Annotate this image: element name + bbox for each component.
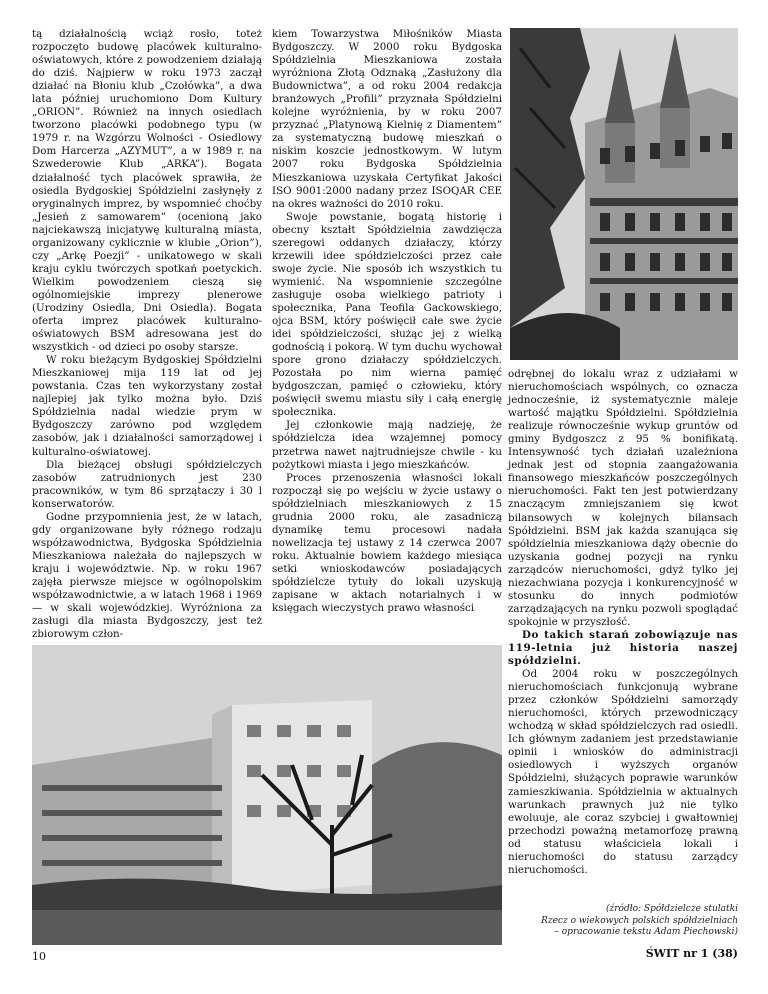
paragraph: tą działalnością wciąż rosło, toteż rozpoczęto budowę placówek kulturalno-oświatowych, które z powodzeniem działają do dziś. Najpierw w roku 1973 zaczął działać na Błoniu klub „Czołówka”, a dwa lata później uruchomiono Dom Kultury „ORION”. Również na innych osiedlach tworzono placówki podobnego typu (w 1979 r. na Wzgórzu Wolności - Osiedlowy Dom Harcerza „AZYMUT”, a w 1989 r. na Szwederowie Klub „ARKA”). Bogata działalność tych placówek sprawiła, że osiedla Bydgoskiej Spółdzielni zasłynęły z oryginalnych imprez, by wspomnieć choćby „Jesień z samowarem” (ocenioną jako najciekawszą inicjatywę kulturalną miasta, organizowany cyklicznie w klubie „Orion”), czy „Arkę Poezji” - unikatowego w skali kraju cyklu twórczych spotkań poetyckich. Wielkim powodzeniem cieszą się ogólnomiejskie imprezy plenerowe (Urodziny Osiedla, Dni Osiedla). Bogata oferta imprez placówek kulturalno-oświatowych BSM adresowana jest do wszystkich - od dzieci po osoby starsze.	[32, 28, 262, 354]
apartment-block-illustration	[32, 645, 502, 945]
bold-paragraph: Do takich starań zobowiązuje nas 119-letnia już historia naszej spółdzielni.	[508, 628, 738, 668]
credit-line: Rzecz o wiekowych polskich spółdzielniach	[541, 915, 738, 926]
historic-building-illustration	[510, 28, 738, 360]
paragraph: Swoje powstanie, bogatą historię i obecny kształt Spółdzielnia zawdzięcza szeregowi oddanych działaczy, którzy krzewili idee spółdzielczości przez całe swoje życie. Nie sposób ich wszystkich tu wymienić. Na wspomnienie szczególne zasługuje osoba wielkiego patrioty i społecznika, Pana Teofila Gackowskiego, ojca BSM, który poświęcił całe swe życie idei spółdzielczości, służąc jej z wielką godnością i pokorą. W tym duchu wychował spore grono działaczy spółdzielczych. Pozostała po nim wierna pamięć bydgoszczan, pamięć o człowieku, który poświęcił swemu miastu siły i całą energię społecznika.	[272, 210, 502, 419]
historic-building-photo	[510, 28, 738, 360]
paragraph: kiem Towarzystwa Miłośników Miasta Bydgoszczy. W 2000 roku Bydgoska Spółdzielnia Mieszkaniowa została wyróżniona Złotą Odznaką „Zasłużony dla Budownictwa”, a od roku 2004 redakcja branżowych „Profili” przyznała Spółdzielni kolejne wyróżnienia, by w roku 2007 przyznać „Platynową Kielnię z Diamentem” za systematyczną budowę mieszkań o niskim koszcie jednostkowym. W lutym 2007 roku Bydgoska Spółdzielnia Mieszkaniowa uzyskała Certyfikat Jakości ISO 9001:2000 nadany przez ISOQAR CEE na okres ważności do 2010 roku.	[272, 28, 502, 210]
text-column-1	[32, 28, 262, 641]
source-credit	[478, 904, 738, 939]
paragraph: Godne przypomnienia jest, że w latach, gdy organizowane były różnego rodzaju współzawodnictwa, Bydgoska Spółdzielnia Mieszkaniowa należała do najlepszych w kraju i województwie. Np. w roku 1967 zajęła pierwsze miejsce w ogólnopolskim współzawodnictwie, a w latach 1968 i 1969 — w skali wojewódzkiej. Wyróżniona za zasługi dla miasta Bydgoszczy, jest też zbiorowym człon-	[32, 510, 262, 641]
paragraph: Od 2004 roku w poszczególnych nieruchomościach funkcjonują wybrane przez członków Spółdzielni samorządy nieruchomości, których przewodniczący wchodzą w skład spółdzielczych rad osiedli. Ich głównym zadaniem jest przedstawianie opinii i wniosków do administracji osiedlowych i wyższych organów Spółdzielni, służących poprawie warunków zamieszkiwania. Spółdzielnia w aktualnych warunkach prawnych już nie tylko ewoluuje, ale coraz szybciej i gwałtowniej przechodzi poważną metamorfozę prawną od statusu właściciela lokali i nieruchomości do statusu zarządcy nieruchomości.	[508, 668, 738, 876]
paragraph: Proces przenoszenia własności lokali rozpoczął się po wejściu w życie ustawy o spółdzielniach mieszkaniowych z 15 grudnia 2000 roku, ale zasadniczą dynamikę temu procesowi nadała nowelizacja tej ustawy z 14 czerwca 2007 roku. Aktualnie bowiem każdego miesiąca setki wnioskodawców posiadających spółdzielcze tytuły do lokali uzyskują zapisane w aktach notarialnych i w księgach wieczystych prawo własności	[272, 471, 502, 615]
paragraph: Jej członkowie mają nadzieję, że spółdzielcza idea wzajemnej pomocy przetrwa nawet najtrudniejsze chwile - ku pożytkowi miasta i jego mieszkańców.	[272, 419, 502, 471]
page-number: 10	[32, 950, 46, 963]
text-column-3	[508, 368, 738, 877]
paragraph: W roku bieżącym Bydgoskiej Spółdzielni Mieszkaniowej mija 119 lat od jej powstania. Czas ten wykorzystany został najlepiej jak tylko można było. Dziś Spółdzielnia nadal wiedzie prym w Bydgoszczy zarówno pod względem zasobów, jak i działalności samorządowej i kulturalno-oświatowej.	[32, 354, 262, 458]
credit-line: (źródło: Spółdzielcze stulatki	[605, 904, 738, 914]
magazine-issue: ŚWIT nr 1 (38)	[645, 947, 738, 960]
paragraph: odrębnej do lokalu wraz z udziałami w nieruchomościach wspólnych, co oznacza jednocześnie, iż systematycznie maleje wartość majątku Spółdzielni. Spółdzielnia realizuje równocześnie wykup gruntów od gminy Bydgoszcz z 95 % bonifikatą. Intensywność tych działań uzależniona jednak jest od stopnia zaangażowania finansowego mieszkańców poszczególnych nieruchomości. Fakt ten jest potwierdzany znaczącym zmniejszaniem się kwot bilansowych w kolejnych bilansach Spółdzielni. BSM jak każda szanująca się spółdzielnia mieszkaniowa dąży obecnie do uzyskania godnej pozycji na rynku zarządców nieruchomości, gdyż tylko jej niezachwiana pozycja i konkurencyjność w stosunku do innych podmiotów zarządzających na rynku pozwoli spoglądać spokojnie w przyszłość.	[508, 368, 738, 628]
credit-line: – opracowanie tekstu Adam Piechowski)	[554, 927, 738, 937]
text-column-2	[272, 28, 502, 615]
apartment-block-photo	[32, 645, 502, 945]
paragraph: Dla bieżącej obsługi spółdzielczych zasobów zatrudnionych jest 230 pracowników, w tym 86 sprzątaczy i 30 l konserwatorów.	[32, 458, 262, 510]
